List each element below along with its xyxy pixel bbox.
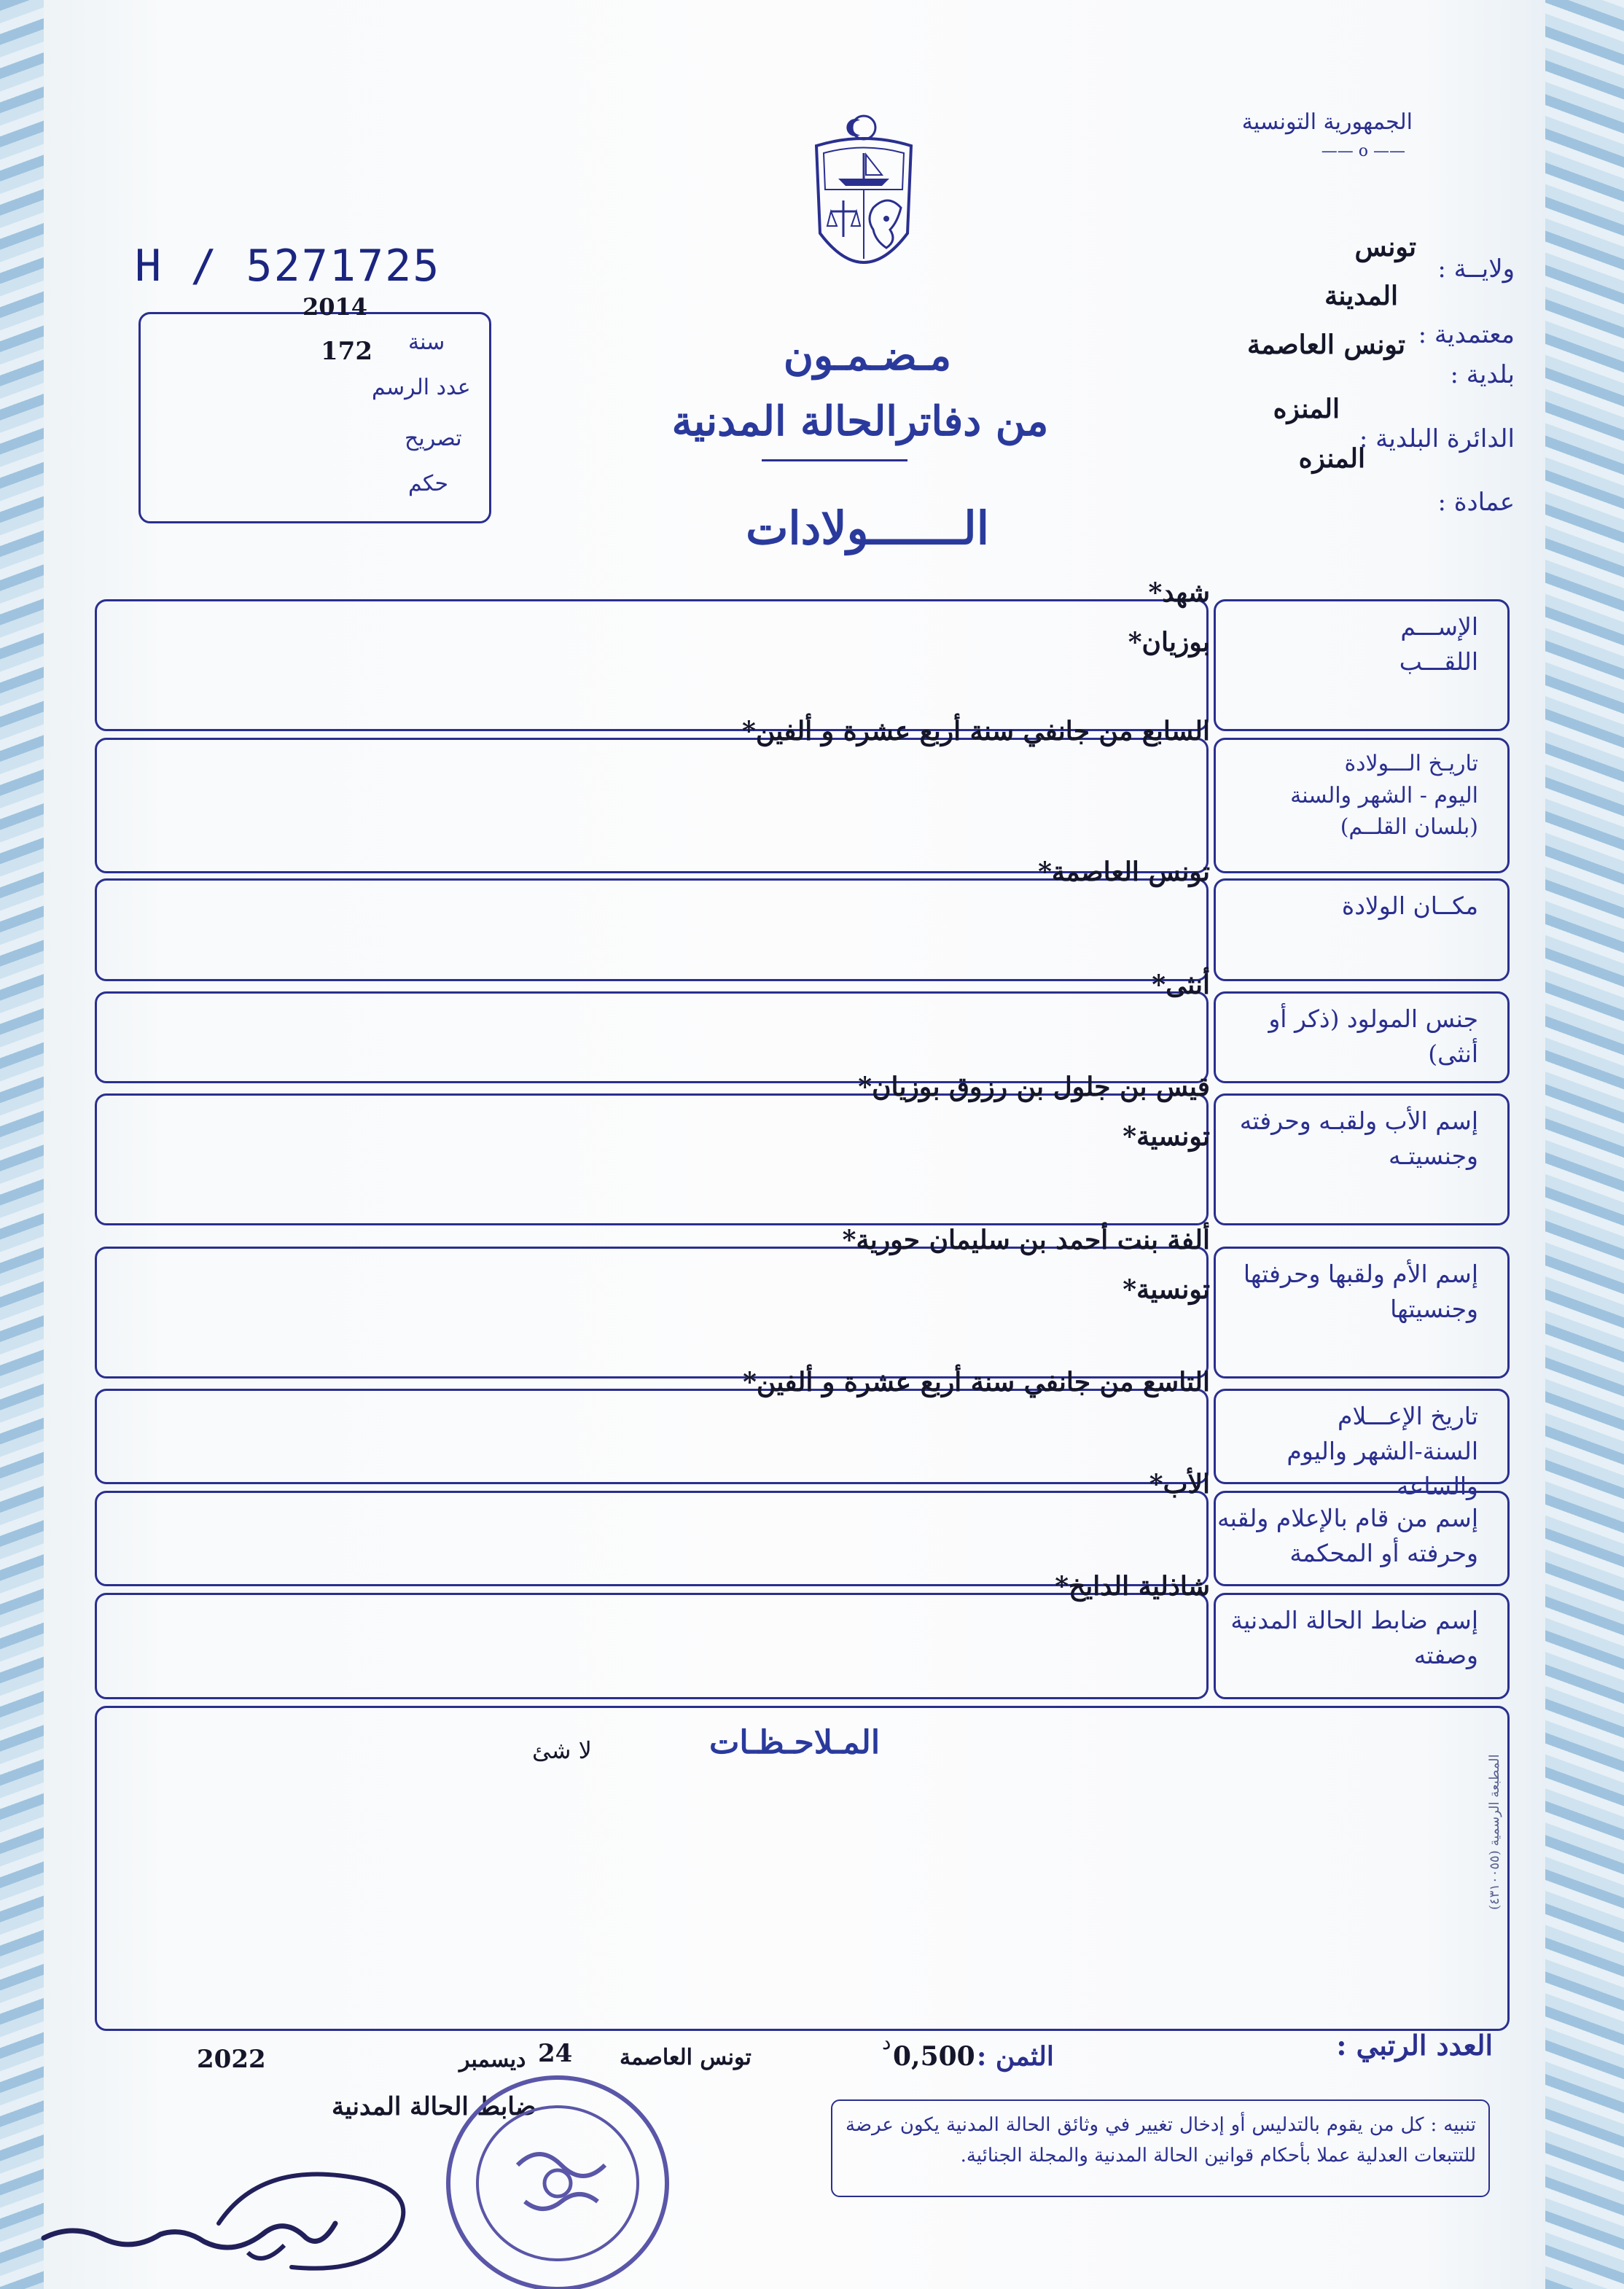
field-value: قيس بن جلول بن رزوق بوزيان*: [858, 1072, 1210, 1102]
field-label-line: إسم الأب ولقبـه وحرفته: [1239, 1107, 1478, 1135]
field-label: [1216, 889, 1478, 924]
field-label-line: إسم من قام بالإعلام ولقبه: [1217, 1504, 1478, 1532]
imada-label: عمادة :: [1437, 488, 1515, 517]
field-label-line: تاريخ الإعـــلام: [1338, 1402, 1478, 1430]
field-label: [1216, 1501, 1478, 1571]
baladia-label: بلدية :: [1450, 360, 1515, 389]
mootamadia-value: المدينة: [1324, 281, 1398, 311]
field-value-box: [95, 1593, 1209, 1699]
field-value-box: [95, 1389, 1209, 1484]
field-value: شاذلية الدايخ*: [1055, 1571, 1210, 1602]
field-label-line: مكــان الولادة: [1341, 892, 1478, 920]
signature-icon: [29, 2143, 437, 2289]
field-value: الأب*: [1149, 1469, 1210, 1500]
daira-label: الدائرة البلدية :: [1359, 424, 1515, 453]
register-year-value: 2014: [302, 293, 368, 321]
field-value-box: [95, 599, 1209, 731]
issue-month: ديسمبر: [459, 2047, 526, 2072]
warning-text: تنبيه : كل من يقوم بالتدليس أو إدخال تغيير في وثائق الحالة المدنية يكون عرضة للتتبعات العدلية عملا بأحكام قوانين الحالة المدنية والمجلة الجنائية.: [846, 2114, 1476, 2167]
document-subtitle: من دفاترالحالة المدنية: [671, 397, 1049, 445]
field-label-line: الإســـم: [1400, 612, 1478, 641]
issue-year: 2022: [197, 2045, 266, 2074]
field-value: التاسع من جانفي سنة أربع عشرة و ألفين*: [743, 1367, 1210, 1397]
field-value: أنثى*: [1152, 970, 1210, 1000]
tunisia-coat-of-arms-icon: [809, 109, 918, 292]
price-unit: د: [882, 2030, 891, 2054]
field-label-line: إسم ضابط الحالة المدنية: [1230, 1606, 1478, 1634]
section-title: الـــــــولادات: [746, 502, 989, 555]
republic-underline: —— ο ——: [1321, 142, 1405, 160]
issue-day: 24: [538, 2039, 573, 2068]
price-value: 0,500: [893, 2041, 975, 2072]
field-value-box: [95, 1491, 1209, 1586]
field-label: [1216, 1257, 1478, 1327]
register-declaration-label: تصريح: [405, 426, 462, 451]
register-judgment-label: حكم: [408, 471, 449, 496]
daira-value: المنزه: [1273, 394, 1340, 424]
field-value: ألفة بنت أحمد بن سليمان حورية*: [842, 1225, 1210, 1255]
field-label-line: وجنسيتـه: [1388, 1141, 1478, 1170]
field-value: تونسية*: [1123, 1121, 1210, 1152]
field-label-line: وجنسيتها: [1390, 1294, 1478, 1323]
field-label-line: جنس المولود (ذكر أو أنثى): [1268, 1005, 1478, 1068]
field-label-line: (بلسان القلــم): [1340, 814, 1478, 840]
printer-mark: المطبعة الرسمية (٤٣١٠٠٥٥): [1487, 1754, 1502, 1910]
field-value: بوزيان*: [1128, 627, 1210, 658]
mootamadia-label: معتمدية :: [1418, 320, 1515, 349]
field-value: تونسية*: [1123, 1274, 1210, 1305]
register-number-label: عدد الرسم: [372, 375, 471, 400]
field-label-line: السنة-الشهر واليوم والساعة: [1287, 1436, 1478, 1500]
field-label: [1216, 1002, 1478, 1072]
field-label: [1216, 748, 1478, 843]
officer-title: ضابط الحالة المدنية: [332, 2092, 536, 2121]
field-label-line: وحرفته أو المحكمة: [1289, 1538, 1478, 1567]
issue-place: تونس العاصمة: [620, 2045, 752, 2070]
price-label: الثمن :: [977, 2041, 1054, 2072]
field-value: السابع من جانفي سنة أربع عشرة و ألفين*: [742, 716, 1210, 746]
field-value-box: [95, 738, 1209, 873]
field-label-line: وصفته: [1413, 1640, 1478, 1669]
field-label-line: اللقـــب: [1399, 647, 1478, 676]
wilaya-label: ولايــة :: [1437, 254, 1515, 284]
subtitle-underline: [762, 459, 907, 461]
document-title: مـضـمـون: [783, 332, 952, 380]
field-value: تونس العاصمة*: [1038, 857, 1210, 887]
official-stamp-icon: [437, 2063, 678, 2289]
register-year-label: سنة: [408, 329, 445, 355]
baladia-value: تونس العاصمة: [1246, 329, 1405, 360]
field-value-box: [95, 1247, 1209, 1379]
field-value-box: [95, 1093, 1209, 1225]
serial-number-label: العدد الرتبي :: [1336, 2029, 1493, 2062]
field-label-line: إسم الأم ولقبها وحرفتها: [1243, 1260, 1478, 1288]
field-label-line: تاريـخ الـــولادة: [1344, 751, 1478, 776]
decorative-border-right: [1544, 0, 1624, 2289]
daira-value-2: المنزه: [1298, 443, 1365, 474]
field-label-line: اليوم - الشهر والسنة: [1290, 782, 1478, 808]
remarks-value: لا شئ: [532, 1736, 592, 1764]
wilaya-value: تونس: [1354, 232, 1416, 262]
field-label: [1216, 1399, 1478, 1504]
field-value: شهد*: [1148, 577, 1210, 608]
republic-heading: الجمهورية التونسية: [1241, 109, 1413, 135]
field-label: [1216, 1104, 1478, 1174]
field-label: [1216, 1603, 1478, 1673]
remarks-label: المـلاحـظـات: [708, 1724, 881, 1761]
field-value-box: [95, 878, 1209, 981]
field-value-box: [95, 991, 1209, 1083]
field-label: [1216, 609, 1478, 679]
register-number-value: 172: [321, 337, 372, 366]
serial-number: H / 5271725: [135, 241, 441, 292]
